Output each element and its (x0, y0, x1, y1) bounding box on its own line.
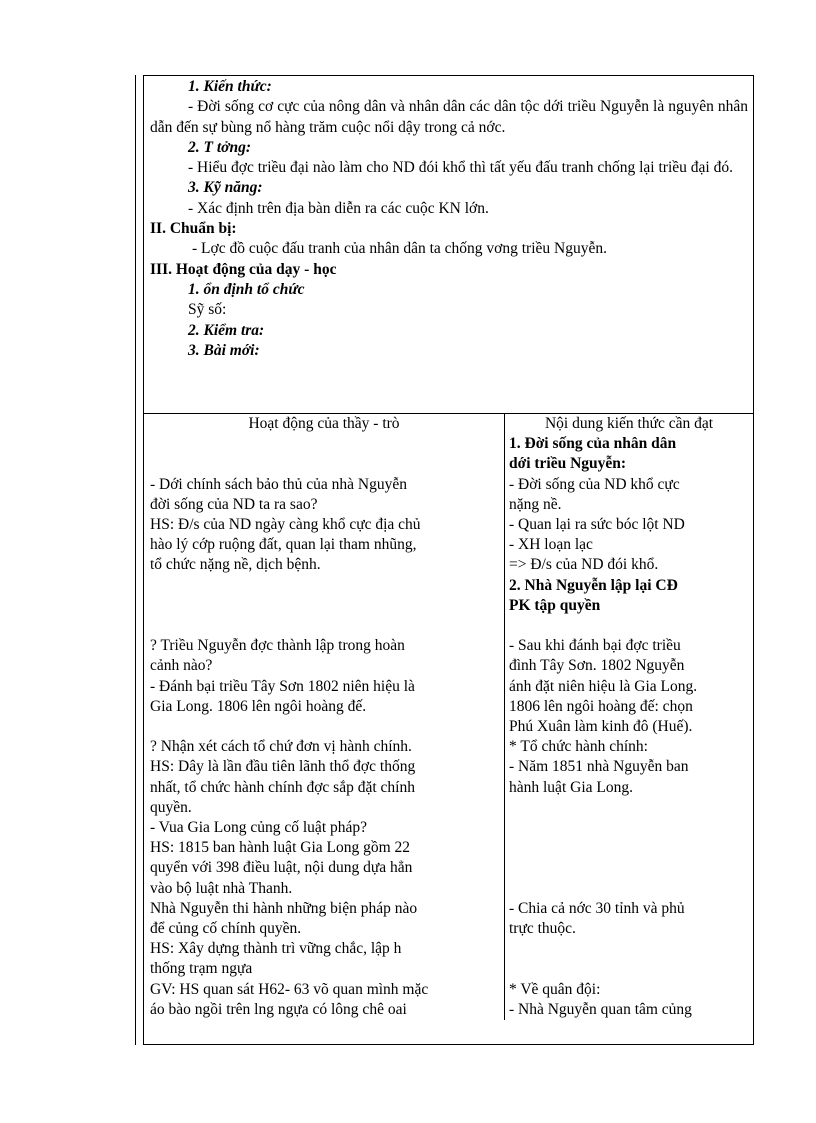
activity-line (150, 434, 498, 454)
content-line: - Năm 1851 nhà Nguyễn ban (509, 758, 689, 776)
content-line (509, 879, 749, 899)
step-organization: 1. ổn định tổ chức (188, 280, 305, 298)
activities-heading: III. Hoạt động của dạy - học (150, 260, 337, 278)
content-heading: 2. Nhà Nguyễn lập lại CĐ (509, 576, 678, 594)
activity-line: Nhà Nguyễn thi hành những biện pháp nào (150, 899, 418, 917)
activity-line: - Đánh bại triều Tây Sơn 1802 niên hiệu là (150, 677, 415, 695)
objective-skills-text: - Xác định trên địa bàn diễn ra các cuộc KN lớn. (188, 199, 489, 217)
content-line: trực thuộc. (509, 919, 576, 937)
activity-line: hào lý cớp ruộng đất, quan lại tham nhũng, (150, 536, 417, 554)
activity-line (150, 616, 498, 636)
content-line: hành luật Gia Long. (509, 778, 633, 796)
objective-attitude-text: - Hiểu đợc triều đại nào làm cho ND đói khổ thì tất yếu đấu tranh chống lại triều đại đó. (188, 159, 733, 177)
activity-line: ? Nhận xét cách tổ chứ đơn vị hành chính. (150, 738, 412, 756)
knowledge-content-header: Nội dung kiến thức cần đạt (544, 415, 714, 432)
activity-line: thống trạm ngựa (150, 960, 253, 978)
activity-line (150, 717, 498, 737)
objective-knowledge-heading: 1. Kiến thức: (188, 78, 272, 95)
objective-attitude-heading: 2. T tởng: (188, 138, 251, 156)
content-line: - Sau khi đánh bại đợc triều (509, 637, 681, 655)
content-line (509, 959, 749, 979)
preparation-heading: II. Chuẩn bị: (150, 220, 237, 238)
content-line: * Tổ chức hành chính: (509, 738, 648, 756)
content-line (509, 818, 749, 838)
table-header-row (143, 414, 754, 434)
content-line: - Chia cả nớc 30 tỉnh và phủ (509, 899, 685, 917)
teacher-student-activity-header: Hoạt động của thầy - trò (248, 415, 400, 432)
activity-line: - Dới chính sách bảo thủ của nhà Nguyễn (150, 475, 407, 493)
content-line: 1806 lên ngôi hoàng đế: chọn (509, 697, 693, 715)
content-heading: 1. Đời sống của nhân dân (509, 435, 677, 453)
objective-knowledge-text: - Đời sống cơ cực của nông dân và nhân dân các dân tộc dới triều Nguyễn là nguyên nhân dẫn đến sự bùng nổ hàng trăm cuộc nổi dậy trong cả nớc. (150, 98, 748, 136)
content-line (509, 939, 749, 959)
content-line: => Đ/s của ND đói khổ. (509, 556, 659, 574)
step-review: 2. Kiểm tra: (188, 321, 265, 339)
activity-line: quyền. (150, 798, 192, 816)
content-line: ánh đặt niên hiệu là Gia Long. (509, 677, 698, 695)
lesson-content (150, 77, 748, 361)
activity-line (150, 596, 498, 616)
activity-line: HS: Dây là lần đầu tiên lãnh thổ đợc thống (150, 758, 416, 776)
activity-line: tổ chức nặng nề, dịch bệnh. (150, 556, 321, 574)
activity-line: cảnh nào? (150, 657, 213, 675)
knowledge-column (505, 434, 754, 1020)
activity-line: HS: Xây dựng thành trì vững chắc, lập h (150, 940, 402, 958)
content-line (509, 616, 749, 636)
content-line (509, 798, 749, 818)
activity-line: đời sống của ND ta ra sao? (150, 495, 318, 513)
activity-line (150, 454, 498, 474)
activity-line: ? Triều Nguyễn đợc thành lập trong hoàn (150, 637, 405, 655)
content-heading: dới triều Nguyễn: (509, 455, 627, 473)
content-heading: PK tập quyền (509, 596, 601, 614)
table-body-row (143, 434, 754, 1020)
activity-column (143, 434, 505, 1020)
objective-skills-heading: 3. Kỹ năng: (188, 179, 263, 197)
lesson-table (143, 413, 754, 1020)
activity-line: HS: Đ/s của ND ngày càng khổ cực địa chủ (150, 515, 421, 533)
activity-line: nhất, tổ chức hành chính đợc sắp đặt chính (150, 778, 415, 796)
content-line (509, 858, 749, 878)
content-line: - XH loạn lạc (509, 536, 593, 554)
activity-line: - Vua Gia Long củng cố luật pháp? (150, 818, 368, 836)
content-line: Phú Xuân làm kinh đô (Huế). (509, 718, 693, 736)
table-bottom-rule (143, 1044, 754, 1045)
content-line: - Đời sống của ND khổ cực (509, 475, 680, 493)
left-margin-rule (135, 75, 136, 1045)
content-line: - Nhà Nguyễn quan tâm củng (509, 1000, 692, 1018)
activity-line: HS: 1815 ban hành luật Gia Long gồm 22 (150, 839, 411, 857)
activity-line: GV: HS quan sát H62- 63 võ quan mình mặc (150, 980, 429, 998)
activity-line: vào bộ luật nhà Thanh. (150, 879, 293, 897)
content-line: - Quan lại ra sức bóc lột ND (509, 516, 685, 534)
activity-line: áo bào ngồi trên lng ngựa có lông chê oai (150, 1000, 407, 1018)
step-new-lesson: 3. Bài mới: (188, 341, 260, 359)
content-line (509, 838, 749, 858)
activity-line: để củng cố chính quyền. (150, 919, 302, 937)
preparation-text: - Lợc đồ cuộc đấu tranh của nhân dân ta chống vơng triều Nguyễn. (192, 240, 607, 258)
content-line: đình Tây Sơn. 1802 Nguyễn (509, 657, 685, 675)
activity-line: Gia Long. 1806 lên ngôi hoàng đế. (150, 697, 367, 715)
content-line: * Về quân đội: (509, 980, 601, 998)
activity-line (150, 576, 498, 596)
attendance-label: Sỹ số: (188, 301, 227, 319)
activity-line: quyển với 398 điều luật, nội dung dựa hẳn (150, 859, 413, 877)
content-line: nặng nề. (509, 495, 562, 513)
